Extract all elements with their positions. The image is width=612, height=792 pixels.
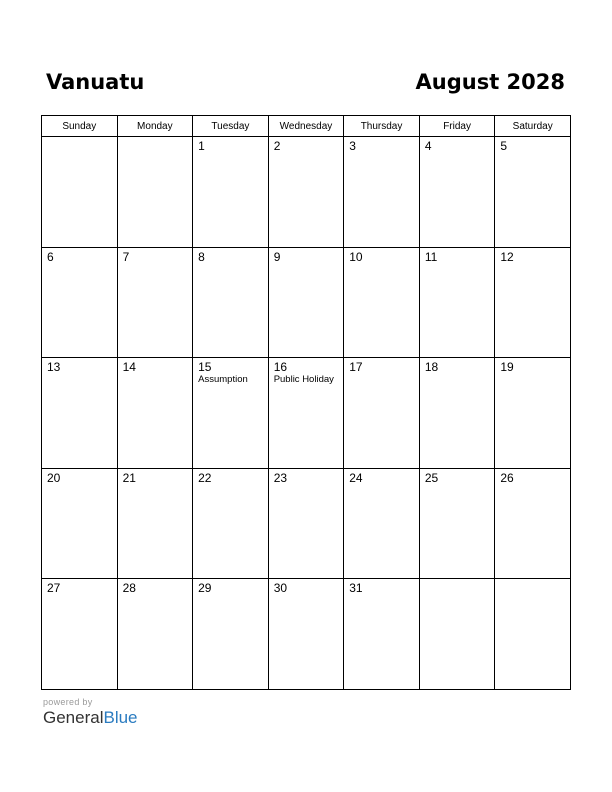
day-cell — [419, 358, 495, 469]
day-number: 29 — [198, 581, 212, 596]
day-number: 30 — [273, 581, 288, 596]
day-number: 8 — [198, 249, 205, 264]
day-number: 5 — [500, 139, 508, 153]
day-number: 22 — [198, 470, 212, 485]
day-number: 26 — [500, 470, 514, 485]
day-number: 25 — [424, 470, 439, 485]
day-number: 1 — [198, 139, 205, 153]
weekday-header: Saturday — [495, 116, 571, 137]
day-cell — [344, 358, 420, 469]
day-number: 12 — [500, 249, 514, 264]
day-cell — [117, 137, 193, 248]
week-row — [42, 247, 571, 358]
footer-branding — [43, 697, 138, 728]
week-row — [42, 468, 571, 579]
day-cell — [419, 579, 495, 690]
day-cell — [42, 579, 118, 690]
day-number: 11 — [424, 249, 438, 264]
day-number: 13 — [47, 360, 61, 375]
day-cell — [495, 468, 571, 579]
weekday-header: Sunday — [42, 116, 118, 137]
day-cell — [42, 137, 118, 248]
day-cell — [495, 247, 571, 358]
weekday-header: Wednesday — [268, 116, 344, 137]
day-cell — [344, 247, 420, 358]
day-number: 14 — [122, 360, 136, 375]
calendar-month-title: August 2028 — [415, 70, 565, 94]
generalblue-logo — [43, 708, 138, 728]
day-cell — [344, 468, 420, 579]
day-cell — [193, 579, 269, 690]
day-number: 18 — [424, 360, 439, 375]
day-cell — [268, 137, 344, 248]
weekday-header: Monday — [117, 116, 193, 137]
day-number: 3 — [349, 139, 356, 153]
brand-blue: Blue — [103, 708, 138, 727]
weekday-header-row — [42, 116, 571, 137]
day-number: 28 — [122, 581, 136, 596]
weekday-header: Friday — [419, 116, 495, 137]
day-number: 4 — [424, 139, 432, 153]
day-cell — [268, 247, 344, 358]
day-number: 27 — [47, 581, 61, 596]
day-number: 7 — [122, 249, 130, 264]
day-cell — [193, 137, 269, 248]
day-cell — [117, 579, 193, 690]
day-cell — [117, 247, 193, 358]
week-row — [42, 137, 571, 248]
day-cell — [419, 137, 495, 248]
weekday-header: Thursday — [344, 116, 420, 137]
holiday-label: Public Holiday — [273, 374, 334, 386]
day-number: 9 — [273, 249, 281, 264]
calendar-country-title: Vanuatu — [46, 70, 145, 94]
holiday-label: Assumption — [198, 374, 248, 386]
day-number: 10 — [349, 249, 363, 264]
day-cell — [117, 468, 193, 579]
day-cell — [42, 247, 118, 358]
day-cell — [268, 579, 344, 690]
day-cell — [193, 358, 269, 469]
day-cell — [419, 468, 495, 579]
day-cell — [344, 579, 420, 690]
day-cell — [117, 358, 193, 469]
day-number: 23 — [273, 470, 288, 485]
day-cell — [193, 468, 269, 579]
day-number: 24 — [349, 470, 363, 485]
day-number: 20 — [47, 470, 61, 485]
day-number: 16 — [273, 360, 288, 375]
day-cell — [268, 358, 344, 469]
powered-by-text: powered by — [43, 697, 93, 707]
weekday-header: Tuesday — [193, 116, 269, 137]
week-row — [42, 579, 571, 690]
brand-general: General — [43, 708, 104, 727]
day-cell — [344, 137, 420, 248]
day-number: 19 — [500, 360, 514, 375]
day-cell — [495, 137, 571, 248]
day-number: 17 — [349, 360, 363, 375]
day-number: 2 — [273, 139, 281, 153]
day-cell — [495, 358, 571, 469]
day-cell — [42, 468, 118, 579]
day-number: 31 — [349, 581, 363, 596]
day-number: 6 — [47, 249, 54, 264]
day-number: 21 — [122, 470, 136, 485]
week-row — [42, 358, 571, 469]
day-cell — [495, 579, 571, 690]
day-cell — [42, 358, 118, 469]
calendar-grid — [41, 115, 571, 690]
day-cell — [193, 247, 269, 358]
day-number: 15 — [198, 360, 212, 375]
day-cell — [419, 247, 495, 358]
day-cell — [268, 468, 344, 579]
